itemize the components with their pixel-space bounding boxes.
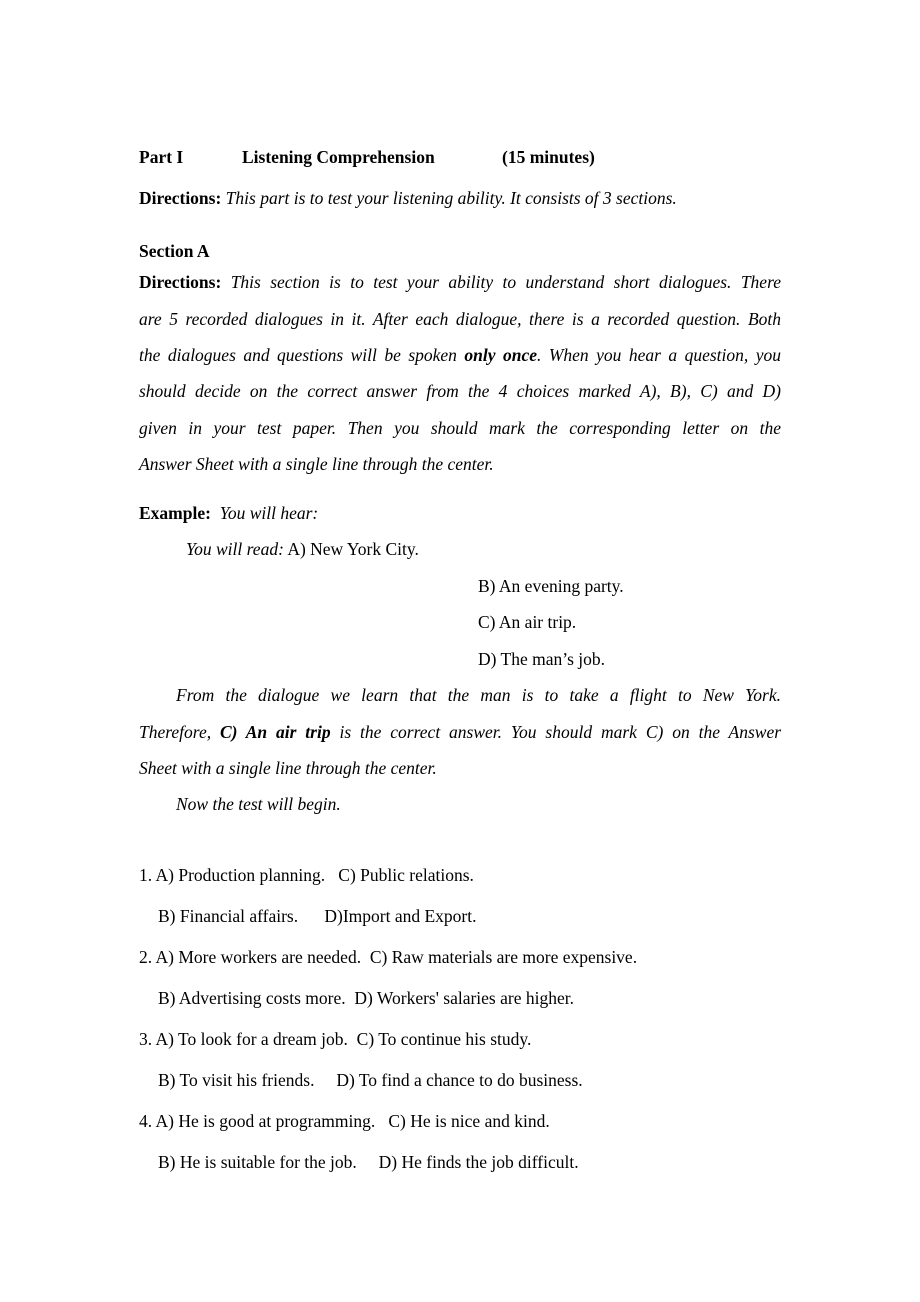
section-a-directions-line-1: Directions: This section is to test your ability to understand short dialogues. There [139, 272, 781, 292]
example-option-d: D) The man’s job. [478, 649, 606, 669]
example-option-b: B) An evening party. [478, 576, 624, 596]
example-read: You will read: A) New York City. [186, 539, 419, 559]
question-1-line-1: 1. A) Production planning. C) Public relations. [139, 865, 474, 885]
section-a-directions-line-6: Answer Sheet with a single line through the center. [139, 454, 494, 474]
section-a-directions-line-3: the dialogues and questions will be spoken only once. When you hear a question, you [139, 345, 781, 365]
example-explanation-line-3: Sheet with a single line through the center. [139, 758, 437, 778]
part-label: Part I [139, 147, 184, 167]
test-begin-text: Now the test will begin. [176, 794, 341, 814]
main-directions [139, 187, 677, 209]
example-explanation-line-1: From the dialogue we learn that the man is to take a flight to New York. [176, 685, 781, 705]
section-a-directions-line-5: given in your test paper. Then you should mark the corresponding letter on the [139, 418, 781, 438]
only-once-emphasis: only once [464, 345, 537, 365]
section-a-directions-line-4: should decide on the correct answer from the 4 choices marked A), B), C) and D) [139, 381, 781, 401]
part-time: (15 minutes) [502, 147, 595, 167]
question-1-line-2: B) Financial affairs. D)Import and Export. [158, 906, 477, 926]
directions-label: Directions: [139, 188, 222, 208]
question-4-line-1: 4. A) He is good at programming. C) He is nice and kind. [139, 1111, 550, 1131]
example-option-c: C) An air trip. [478, 612, 577, 632]
question-4-line-2: B) He is suitable for the job. D) He finds the job difficult. [158, 1152, 579, 1172]
example-hear: Example: You will hear: [139, 503, 319, 523]
section-a-directions-label: Directions: [139, 272, 222, 292]
question-2-line-2: B) Advertising costs more. D) Workers' salaries are higher. [158, 988, 574, 1008]
question-3-line-1: 3. A) To look for a dream job. C) To continue his study. [139, 1029, 532, 1049]
example-answer-emphasis: C) An air trip [219, 722, 331, 742]
directions-text: This part is to test your listening ability. It consists of 3 sections. [225, 188, 677, 208]
example-explanation-line-2: Therefore, C) An air trip is the correct answer. You should mark C) on the Answer [139, 722, 782, 742]
question-3-line-2: B) To visit his friends. D) To find a chance to do business. [158, 1070, 583, 1090]
question-2-line-1: 2. A) More workers are needed. C) Raw materials are more expensive. [139, 947, 638, 967]
section-a-directions-line-2: are 5 recorded dialogues in it. After each dialogue, there is a recorded question. Both [139, 309, 781, 329]
example-option-a: A) New York City. [287, 539, 419, 559]
example-label: Example: [139, 503, 211, 523]
section-a-title: Section A [139, 241, 210, 261]
part-title: Listening Comprehension [242, 147, 435, 167]
